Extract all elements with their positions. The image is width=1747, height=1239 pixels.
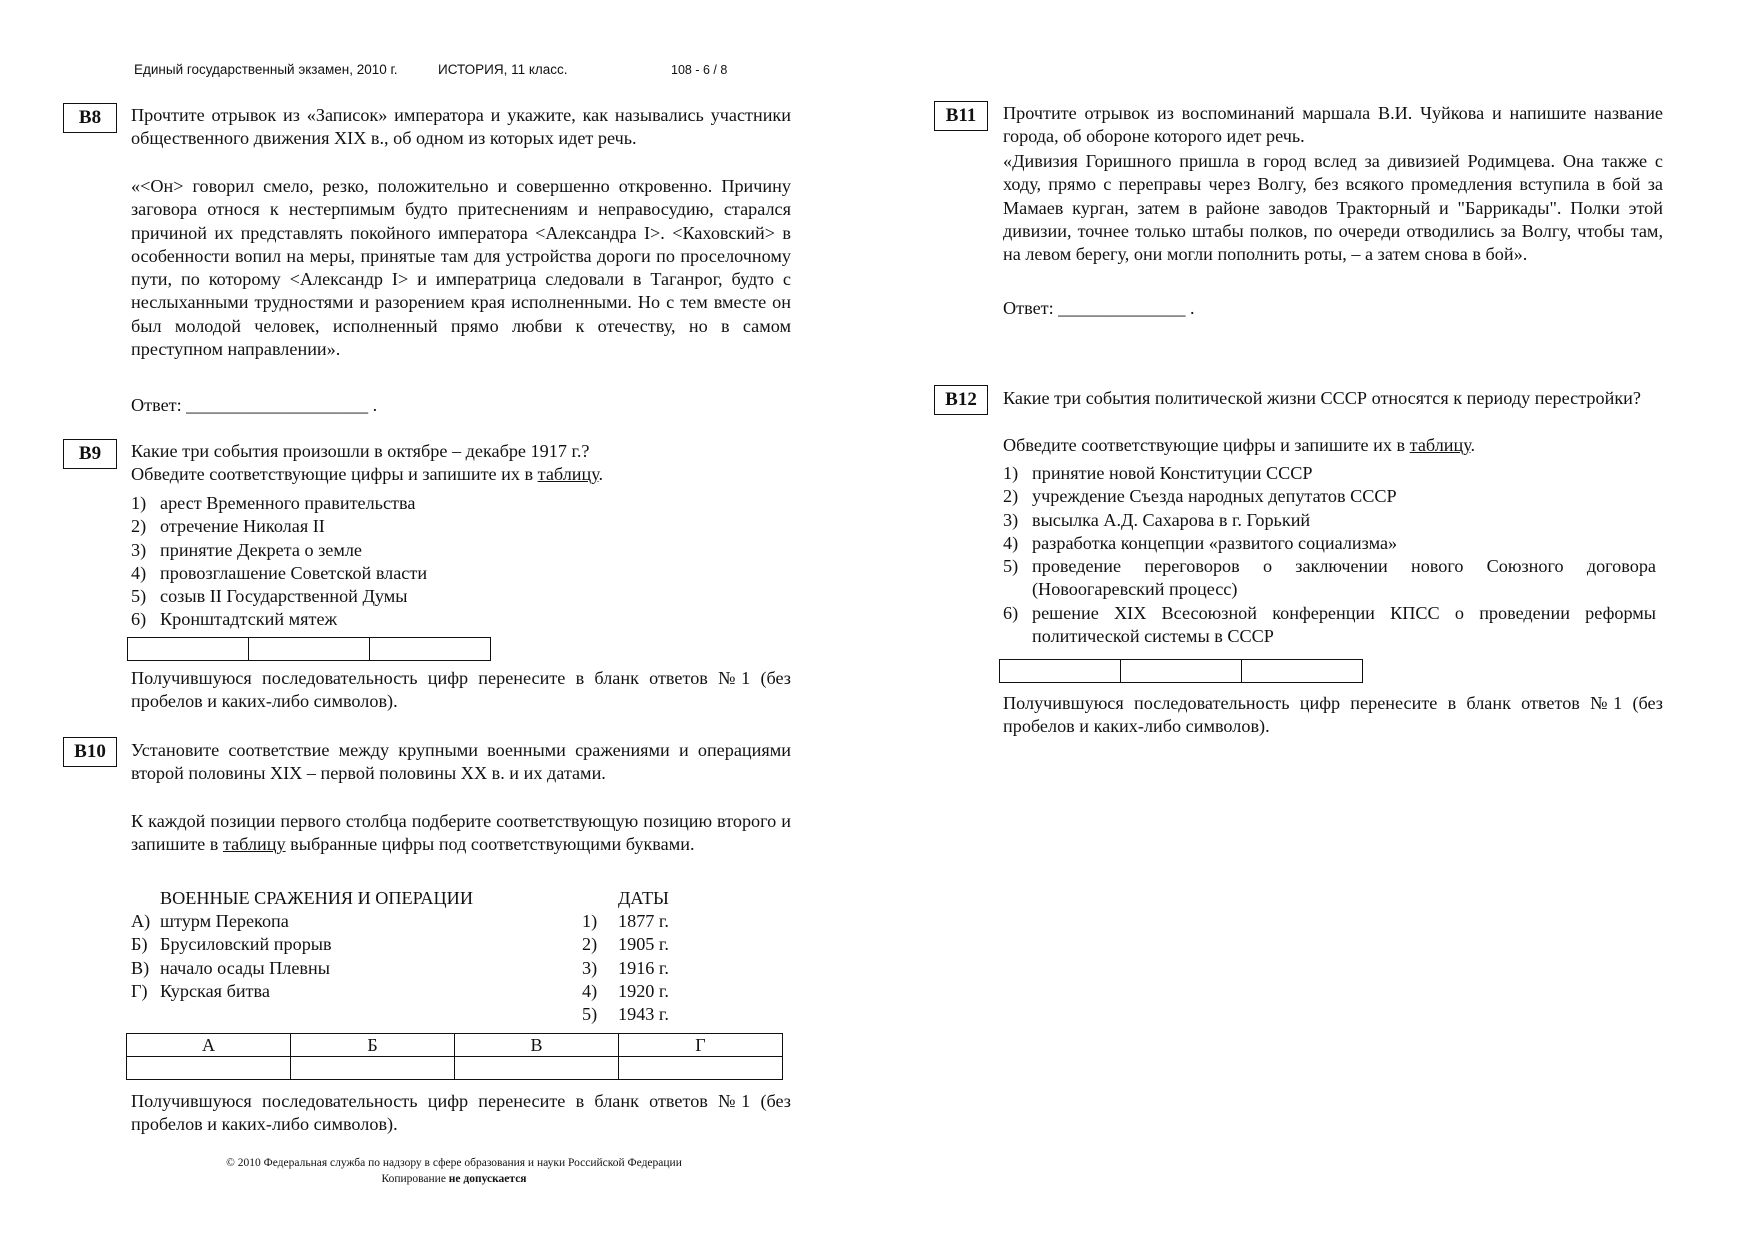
b9-option: 5) созыв II Государственной Думы [131,586,408,607]
page-number: 108 - 6 / 8 [671,63,728,77]
b12-instruction-end: . [1470,435,1476,455]
answer-cell[interactable] [248,637,370,661]
b9-instruction-text: Обведите соответствующие цифры и запишите их в [131,464,534,484]
b10-col1-header: ВОЕННЫЕ СРАЖЕНИЯ И ОПЕРАЦИИ [160,888,473,908]
task-code-b9: В9 [63,439,117,469]
b9-option: 6) Кронштадтский мятеж [131,609,338,630]
b12-question: Какие три события политической жизни СССР относятся к периоду перестройки? [1003,388,1641,408]
footer [104,1155,804,1187]
b10-answer-table [126,1033,783,1080]
b9-option: 2) отречение Николая II [131,516,325,537]
b10-left-item: В) начало осады Плевны [131,957,330,978]
b10-right-item: 5) 1943 г. [582,1004,669,1025]
footer-copy-note: Копирование не допускается [381,1173,527,1185]
task-code-b12: В12 [934,385,988,415]
b10-right-item: 2) 1905 г. [582,934,669,955]
b10-instruction [131,810,791,857]
b9-instruction [131,463,791,486]
b9-option: 3) принятие Декрета о земле [131,539,363,560]
b12-option: 1) принятие новой Конституции СССР [1003,463,1313,483]
b10-left-item: А) штурм Перекопа [131,911,289,931]
b9-option: 1) арест Временного правительства [131,493,416,513]
b8-answer-line: Ответ: ____________________ . [131,395,378,415]
answer-cell[interactable] [1241,659,1363,683]
b11-answer-line: Ответ: ______________ . [1003,298,1195,318]
b12-instruction [1003,434,1663,457]
b10-question: Установите соответствие между крупными военными сражениями и операциями второй половины XIX – первой половины XX в. и их датами. [131,740,791,784]
b11-quote: «Дивизия Горишного пришла в город вслед за дивизией Родимцева. Она также с ходу, прямо с переправы через Волгу, без всякого промедления вступила в бой за Мамаев курган, затем в районе заводов Тракторный и "Баррикады". Полки этой дивизии, точнее только штабы полков, по очереди отводились за Волгу, чтобы там, на левом берегу, они могли пополнить роты, – а затем снова в бой». [1003,151,1663,265]
exam-title: Единый государственный экзамен, 2010 г. [134,62,398,77]
b11-question: Прочтите отрывок из воспоминаний маршала В.И. Чуйкова и напишите название города, об обороне которого идет речь. [1003,103,1663,147]
b10-table-letter: В [455,1034,619,1057]
b12-table-link: таблицу [1409,435,1471,455]
b10-transfer-note: Получившуюся последовательность цифр перенесите в бланк ответов №1 (без пробелов и каких-либо символов). [131,1091,791,1135]
b10-right-items [582,910,732,1026]
b8-question: Прочтите отрывок из «Записок» императора и укажите, как назывались участники общественного движения XIX в., об одном из которых идет речь. [131,105,791,149]
b9-instruction-end: . [598,464,604,484]
b12-options [1003,462,1656,648]
answer-cell[interactable] [369,637,491,661]
b12-option: 3) высылка А.Д. Сахарова в г. Горький [1003,509,1311,530]
b9-transfer-note: Получившуюся последовательность цифр перенесите в бланк ответов №1 (без пробелов и каких-либо символов). [131,668,791,712]
answer-cell[interactable] [127,637,249,661]
task-code-b10: В10 [63,737,117,767]
footer-copyright: © 2010 Федеральная служба по надзору в сфере образования и науки Российской Федерации [226,1157,682,1169]
b10-left-item: Б) Брусиловский прорыв [131,934,332,955]
b9-question: Какие три события произошли в октябре – декабре 1917 г.? [131,441,590,461]
b10-left-item: Г) Курская битва [131,980,270,1001]
answer-cell[interactable] [1120,659,1242,683]
subject-title: ИСТОРИЯ, 11 класс. [438,62,568,77]
b12-transfer-note: Получившуюся последовательность цифр перенесите в бланк ответов №1 (без пробелов и каких-либо символов). [1003,693,1663,737]
answer-cell[interactable] [619,1057,783,1080]
b10-right-item: 4) 1920 г. [582,980,669,1001]
b10-table-link: таблицу [222,834,286,855]
b12-option: 5) проведение переговоров о заключении нового Союзного договора (Новоогаревский процесс) [1003,556,1656,600]
answer-cell[interactable] [999,659,1121,683]
b9-table-link: таблицу [537,464,599,484]
b8-quote: «<Он> говорил смело, резко, положительно и совершенно откровенно. Причину заговора относя к нестерпимым будто притеснениям и неправосудию, старался причиной их представлять покойного императора <Александра I>. <Каховский> в особенности вопил на меры, принятые там для устройства дороги по проселочному пути, по которому <Александр I> и императрица следовали в Таганрог, будто с неслыханными трудностями и разорением края исполненными. Но с тем вместе он был молодой человек, исполненный прямо любви к отечеству, но в самом преступном направлении». [131,176,791,360]
b9-answer-boxes [127,637,491,661]
b9-options [131,492,791,632]
b12-option: 6) решение XIX Всесоюзной конференции КПСС о проведении реформы политической системы в СССР [1003,602,1656,647]
answer-cell[interactable] [455,1057,619,1080]
b10-table-letter: А [127,1034,291,1057]
b10-left-items [131,910,531,1003]
b10-table-letter: Г [619,1034,783,1057]
b10-col2-header: ДАТЫ [618,888,669,908]
b12-option: 4) разработка концепции «развитого социализма» [1003,532,1398,553]
b12-answer-boxes [999,659,1363,683]
task-code-b11: В11 [934,101,988,131]
b12-instruction-text: Обведите соответствующие цифры и запишите их в [1003,435,1406,455]
b12-option: 2) учреждение Съезда народных депутатов СССР [1003,486,1397,507]
task-code-b8: В8 [63,103,117,133]
b10-instruction-end: выбранные цифры под соответствующими буквами. [290,834,695,855]
b10-right-item: 1) 1877 г. [582,911,669,931]
answer-cell[interactable] [127,1057,291,1080]
b9-option: 4) провозглашение Советской власти [131,562,428,583]
answer-cell[interactable] [291,1057,455,1080]
b10-table-letter: Б [291,1034,455,1057]
b10-right-item: 3) 1916 г. [582,957,669,978]
b10-instruction-text: К каждой позиции первого столбца подберите соответствующую позицию второго и запишите в [131,811,791,855]
